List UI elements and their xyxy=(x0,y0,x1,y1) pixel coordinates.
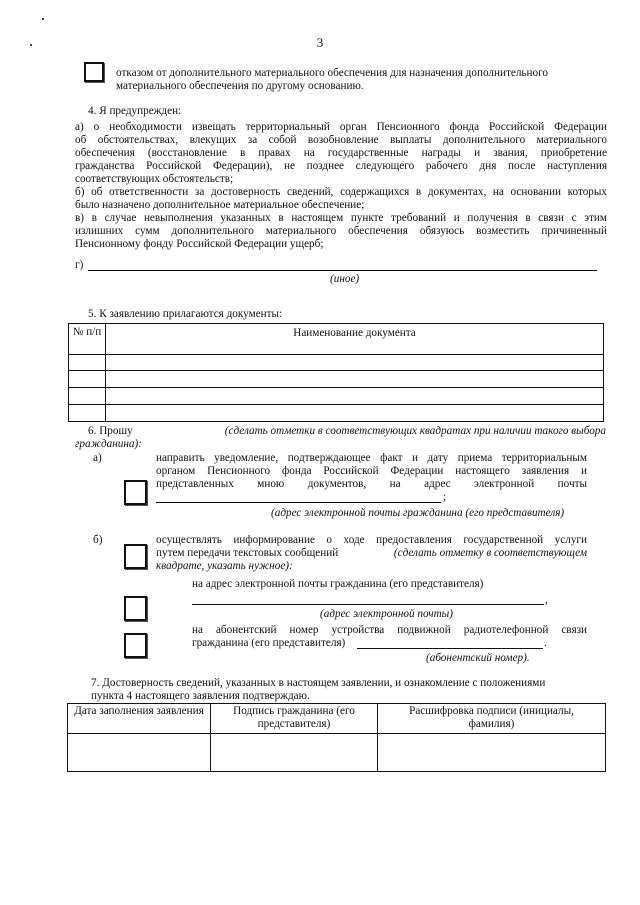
section-5-heading: 5. К заявлению прилагаются документы: xyxy=(88,308,283,320)
section-4-item-g-label: г) xyxy=(75,259,84,271)
section-4-other-field[interactable] xyxy=(88,270,597,271)
section-6-intro xyxy=(75,425,606,438)
table-header-row xyxy=(69,324,604,355)
scan-speck xyxy=(42,18,44,20)
table-row xyxy=(69,388,604,405)
phone-option-text: на абонентский номер устройства подвижной радиотелефонной связи xyxy=(192,624,587,636)
option-a-text xyxy=(156,452,587,491)
table-row xyxy=(69,405,604,422)
option-b-text xyxy=(156,534,587,573)
fill-date-cell[interactable] xyxy=(68,734,211,772)
col-signature-header: Подпись гражданина (его представителя) xyxy=(211,704,378,734)
option-b-label: б) xyxy=(93,534,103,546)
section-4-a-line: гражданства Российской Федерации), не позднее следующего рабочего дня после наступления xyxy=(75,160,607,172)
option-b-instruction-tail: квадрате, указать нужное): xyxy=(156,560,293,572)
section-4-other-caption: (иное) xyxy=(330,273,360,285)
col-fill-date-header: Дата заполнения заявления xyxy=(68,704,211,734)
section-4-a-line: обеспечения (восстановление в правах на государственные награды и звания, приобретение xyxy=(75,147,607,159)
col-number-header: № п/п xyxy=(69,324,106,355)
section-6-instruction: (сделать отметки в соответствующих квадратах при наличии такого выбора xyxy=(224,425,606,437)
option-b-line xyxy=(156,547,587,560)
phone-option-text-2: гражданина (его представителя) xyxy=(192,637,346,649)
page-number: 3 xyxy=(316,35,324,50)
section-6-heading: 6. Прошу xyxy=(88,425,133,437)
option-b-instruction: (сделать отметку в соответствующем xyxy=(393,547,587,559)
option-a-line: представленных мною документов, на адрес электронной почты xyxy=(156,478,587,490)
inform-phone-dot: . xyxy=(544,637,547,649)
table-cell[interactable] xyxy=(106,388,604,405)
section-4-a-line: а) о необходимости извещать территориальный орган Пенсионного фонда Российской Федерации xyxy=(75,121,607,133)
section-4-c-line: Пенсионному фонду Российской Федерации ущерб; xyxy=(75,238,324,250)
table-cell[interactable] xyxy=(69,388,106,405)
inform-checkbox[interactable] xyxy=(124,544,147,569)
section-4-c-line: в) в случае невыполнения указанных в настоящем пункте требований и получения в связи с этим xyxy=(75,212,607,224)
col-signature-transcript-header: Расшифровка подписи (инициалы, фамилия) xyxy=(378,704,606,734)
inform-phone-checkbox[interactable] xyxy=(124,633,147,658)
table-row xyxy=(69,355,604,371)
inform-phone-field[interactable] xyxy=(357,648,543,649)
email-option-text: на адрес электронной почты гражданина (его представителя) xyxy=(192,578,484,590)
section-4-b-line: было назначено дополнительное материальное обеспечение; xyxy=(75,199,365,211)
option-b-line: осуществлять информирование о ходе предоставления государственной услуги xyxy=(156,534,587,546)
section-4-c-line: излишних сумм дополнительного материального обеспечения обязуюсь возместить причиненный xyxy=(75,225,607,237)
table-cell[interactable] xyxy=(69,405,106,422)
table-cell[interactable] xyxy=(106,371,604,388)
section-4-heading: 4. Я предупрежден: xyxy=(88,105,182,117)
confirmation-table xyxy=(67,703,606,772)
refusal-checkbox[interactable] xyxy=(84,62,104,82)
section-4-a-line: соответствующих обстоятельств; xyxy=(75,173,234,185)
table-cell[interactable] xyxy=(69,355,106,371)
notify-email-caption: (адрес электронной почты гражданина (его представителя) xyxy=(271,507,565,519)
table-header-row xyxy=(68,704,606,734)
section-7-line-2: пункта 4 настоящего заявления подтверждаю. xyxy=(91,690,310,702)
option-a-label: а) xyxy=(93,452,102,464)
option-a-line: органом Пенсионного фонда Российской Федерации настоящего заявления и xyxy=(156,465,587,477)
table-row xyxy=(68,734,606,772)
table-row xyxy=(69,371,604,388)
table-cell[interactable] xyxy=(106,355,604,371)
section-4-b-line: б) об ответственности за достоверность сведений, содержащихся в документах, на основании которых xyxy=(75,186,607,198)
section-4-item-a xyxy=(75,121,607,251)
notify-email-checkbox[interactable] xyxy=(124,480,147,505)
option-b-method: путем передачи текстовых сообщений xyxy=(156,547,339,559)
section-6-instruction-tail: гражданина): xyxy=(75,438,142,450)
section-7-line-1: 7. Достоверность сведений, указанных в настоящем заявлении, и ознакомление с положениями xyxy=(91,677,546,689)
signature-cell[interactable] xyxy=(211,734,378,772)
attachments-table xyxy=(68,323,604,422)
inform-email-field[interactable] xyxy=(192,604,544,605)
section-4-a-line: об обстоятельствах, влекущих за собой возобновление выплаты дополнительного материального xyxy=(75,134,607,146)
inform-email-caption: (адрес электронной почты) xyxy=(320,608,453,620)
option-a-line: направить уведомление, подтверждающее факт и дату приема территориальным xyxy=(156,452,587,464)
inform-email-checkbox[interactable] xyxy=(124,596,147,621)
col-document-name-header: Наименование документа xyxy=(106,324,604,355)
signature-transcript-cell[interactable] xyxy=(378,734,606,772)
table-cell[interactable] xyxy=(69,371,106,388)
refusal-option-text: отказом от дополнительного материального обеспечения для назначения дополнительного материального обеспечения по другому основанию. xyxy=(116,67,548,92)
inform-email-comma: , xyxy=(545,594,548,606)
table-cell[interactable] xyxy=(106,405,604,422)
inform-phone-caption: (абонентский номер). xyxy=(426,652,530,664)
notify-email-field[interactable] xyxy=(156,502,441,503)
notify-email-semicolon: ; xyxy=(443,491,447,503)
